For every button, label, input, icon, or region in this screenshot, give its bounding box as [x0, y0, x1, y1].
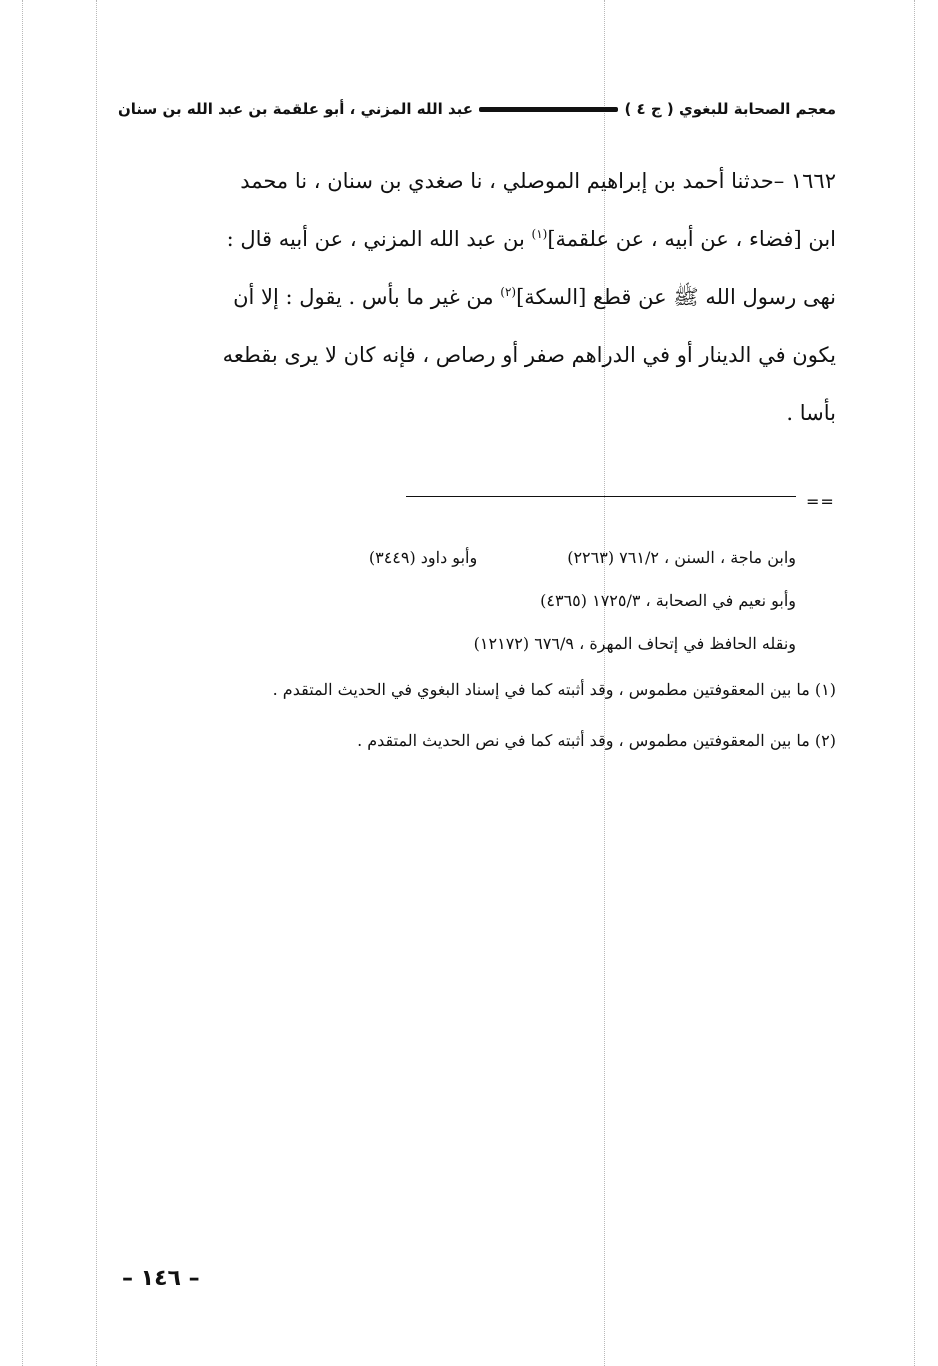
footnote-1: (١) ما بين المعقوفتين مطموس ، وقد أثبته كما في إسناد البغوي في الحديث المتقدم . — [272, 680, 836, 699]
footnote-ref: (١) — [531, 227, 548, 241]
book-title: معجم الصحابة للبغوي ( ج ٤ ) — [624, 100, 836, 118]
reference-line: ونقله الحافظ في إتحاف المهرة ، ٦٧٦/٩ (١٢١٧٢) — [473, 634, 796, 653]
hadith-line: ١٦٦٢ –حدثنا أحمد بن إبراهيم الموصلي ، نا صغدي بن سنان ، نا محمد — [240, 169, 836, 193]
running-header — [118, 94, 836, 124]
scan-guide-line — [22, 0, 23, 1366]
hadith-line: بأسا . — [786, 401, 836, 425]
scan-guide-line — [914, 0, 915, 1366]
hadith-line: نهى رسول الله ﷺ عن قطع [السكة]$^{(٢)}$ من غير ما بأس . يقول : إلا أن — [233, 285, 836, 309]
footnote-separator — [406, 496, 796, 497]
footnote-2: (٢) ما بين المعقوفتين مطموس ، وقد أثبته كما في نص الحديث المتقدم . — [357, 731, 836, 750]
hadith-line: يكون في الدينار أو في الدراهم صفر أو رصاص ، فإنه كان لا يرى بقطعه — [222, 343, 836, 367]
reference-line: وابن ماجة ، السنن ، ٧٦١/٢ (٢٢٦٣)وأبو داود (٣٤٤٩) — [368, 548, 796, 567]
scan-guide-line — [96, 0, 97, 1366]
section-title: عبد الله المزني ، أبو علقمة بن عبد الله بن سنان — [118, 100, 474, 118]
footnote-ref: (٢) — [500, 285, 517, 299]
hadith-line: ابن [فضاء ، عن أبيه ، عن علقمة]$^{(١)}$ بن عبد الله المزني ، عن أبيه قال : — [226, 227, 836, 251]
reference-line: وأبو نعيم في الصحابة ، ١٧٢٥/٣ (٤٣٦٥) — [540, 591, 796, 610]
page-number: – ١٤٦ – — [122, 1266, 200, 1291]
hadith-text — [110, 152, 836, 442]
header-rule — [479, 107, 618, 112]
footnote-continuation-mark: == — [806, 492, 835, 511]
